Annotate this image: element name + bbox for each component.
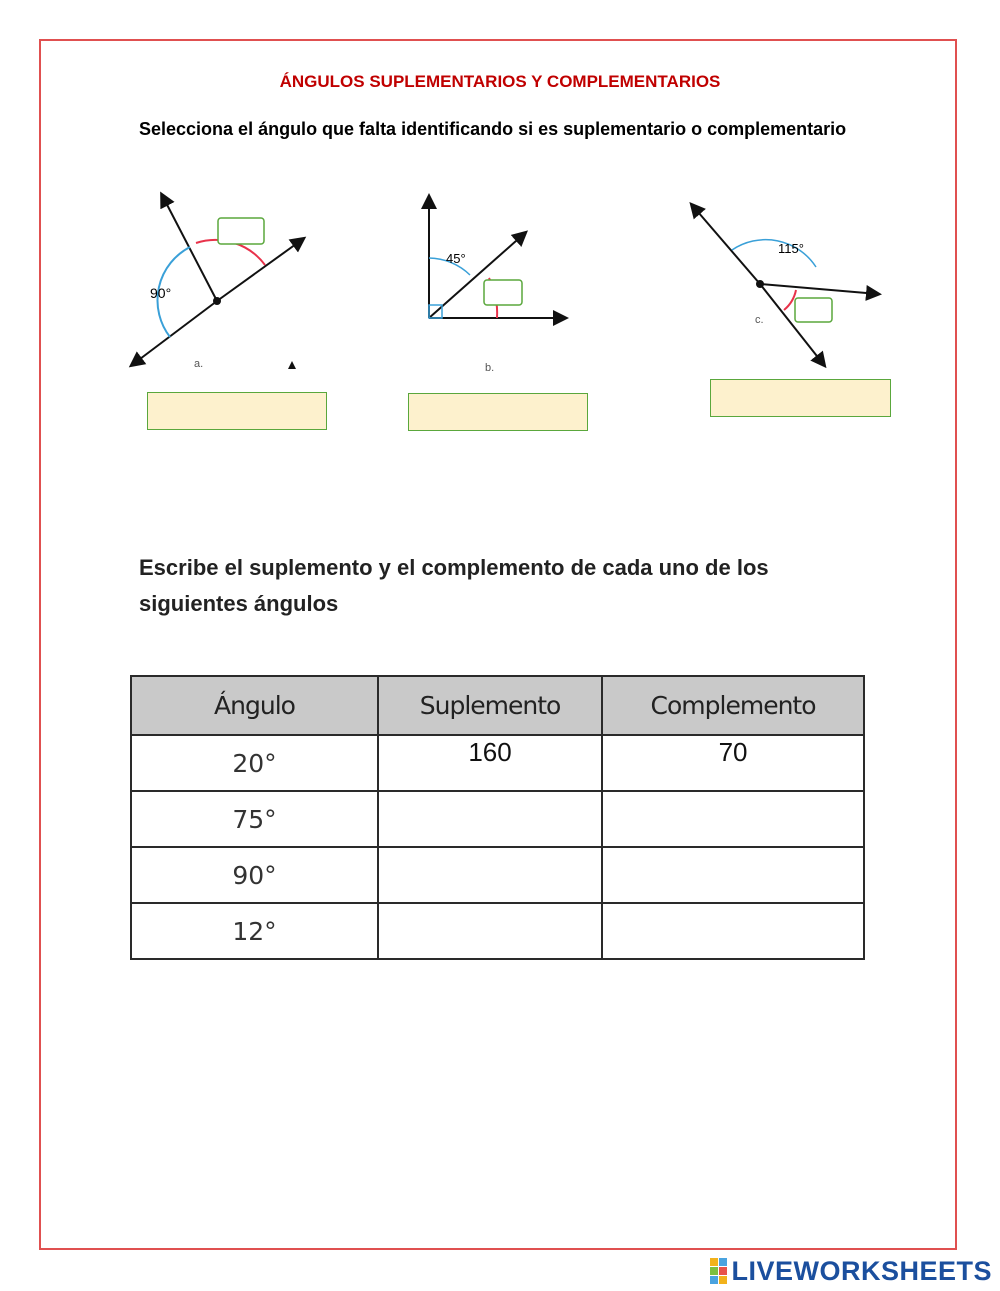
instruction-text: Selecciona el ángulo que falta identificando si es suplementario o complementario xyxy=(139,119,847,139)
table-row xyxy=(131,791,864,847)
angle-input-b[interactable] xyxy=(484,280,522,305)
complement-value[interactable] xyxy=(604,793,862,845)
angle-label-115: 115° xyxy=(778,241,804,256)
worksheet-title: ÁNGULOS SUPLEMENTARIOS Y COMPLEMENTARIOS xyxy=(279,72,721,91)
angle-label-90: 90° xyxy=(150,285,172,301)
angle-input-a[interactable] xyxy=(218,218,264,244)
figure-b xyxy=(415,185,585,380)
table-row xyxy=(131,847,864,903)
table-row xyxy=(131,903,864,959)
answer-box-a[interactable] xyxy=(147,392,327,430)
logo-text: LIVEWORKSHEETS xyxy=(731,1255,992,1286)
complement-value[interactable] xyxy=(604,905,862,957)
supplement-input[interactable] xyxy=(378,791,602,847)
line-long xyxy=(692,205,760,284)
line-main xyxy=(217,239,303,301)
logo-icon xyxy=(710,1258,727,1284)
figure-c xyxy=(680,195,890,375)
complement-value[interactable] xyxy=(604,849,862,901)
header-angle: Ángulo xyxy=(131,676,378,735)
arc-red-c xyxy=(784,290,796,310)
complement-input[interactable] xyxy=(602,847,864,903)
angles-table xyxy=(130,675,865,960)
liveworksheets-logo xyxy=(710,1255,992,1287)
supplement-value[interactable] xyxy=(380,793,600,845)
angle-label-45: 45° xyxy=(446,251,466,266)
angle-value: 12° xyxy=(131,903,378,959)
figure-label-a: a. xyxy=(194,358,204,370)
vertex-dot xyxy=(213,297,221,305)
section-heading: Escribe el suplemento y el complemento de cada uno de los siguientes ángulos xyxy=(139,555,769,616)
answer-box-c[interactable] xyxy=(710,379,891,417)
supplement-input[interactable] xyxy=(378,903,602,959)
header-complement: Complemento xyxy=(602,676,864,735)
figure-a xyxy=(120,185,320,380)
supplement-value[interactable] xyxy=(380,849,600,901)
supplement-input[interactable] xyxy=(378,847,602,903)
angle-value: 75° xyxy=(131,791,378,847)
supplement-value[interactable] xyxy=(380,905,600,957)
table-row xyxy=(131,735,864,791)
header-supplement: Suplemento xyxy=(378,676,602,735)
line-main-back xyxy=(132,301,217,365)
answer-box-b[interactable] xyxy=(408,393,588,431)
angle-value: 90° xyxy=(131,847,378,903)
complement-value[interactable]: 70 xyxy=(718,737,748,767)
complement-input[interactable] xyxy=(602,735,864,791)
supplement-input[interactable] xyxy=(378,735,602,791)
supplement-value[interactable]: 160 xyxy=(468,737,512,767)
figure-label-c: c. xyxy=(755,314,764,326)
vertex-dot-c xyxy=(756,280,764,288)
line-ray-c xyxy=(760,284,878,294)
table-header-row xyxy=(131,676,864,735)
figure-label-b: b. xyxy=(485,362,495,374)
angle-input-c[interactable] xyxy=(795,298,832,322)
complement-input[interactable] xyxy=(602,903,864,959)
angle-value: 20° xyxy=(131,735,378,791)
small-triangle xyxy=(288,361,296,369)
complement-input[interactable] xyxy=(602,791,864,847)
line-long-back xyxy=(760,284,824,365)
